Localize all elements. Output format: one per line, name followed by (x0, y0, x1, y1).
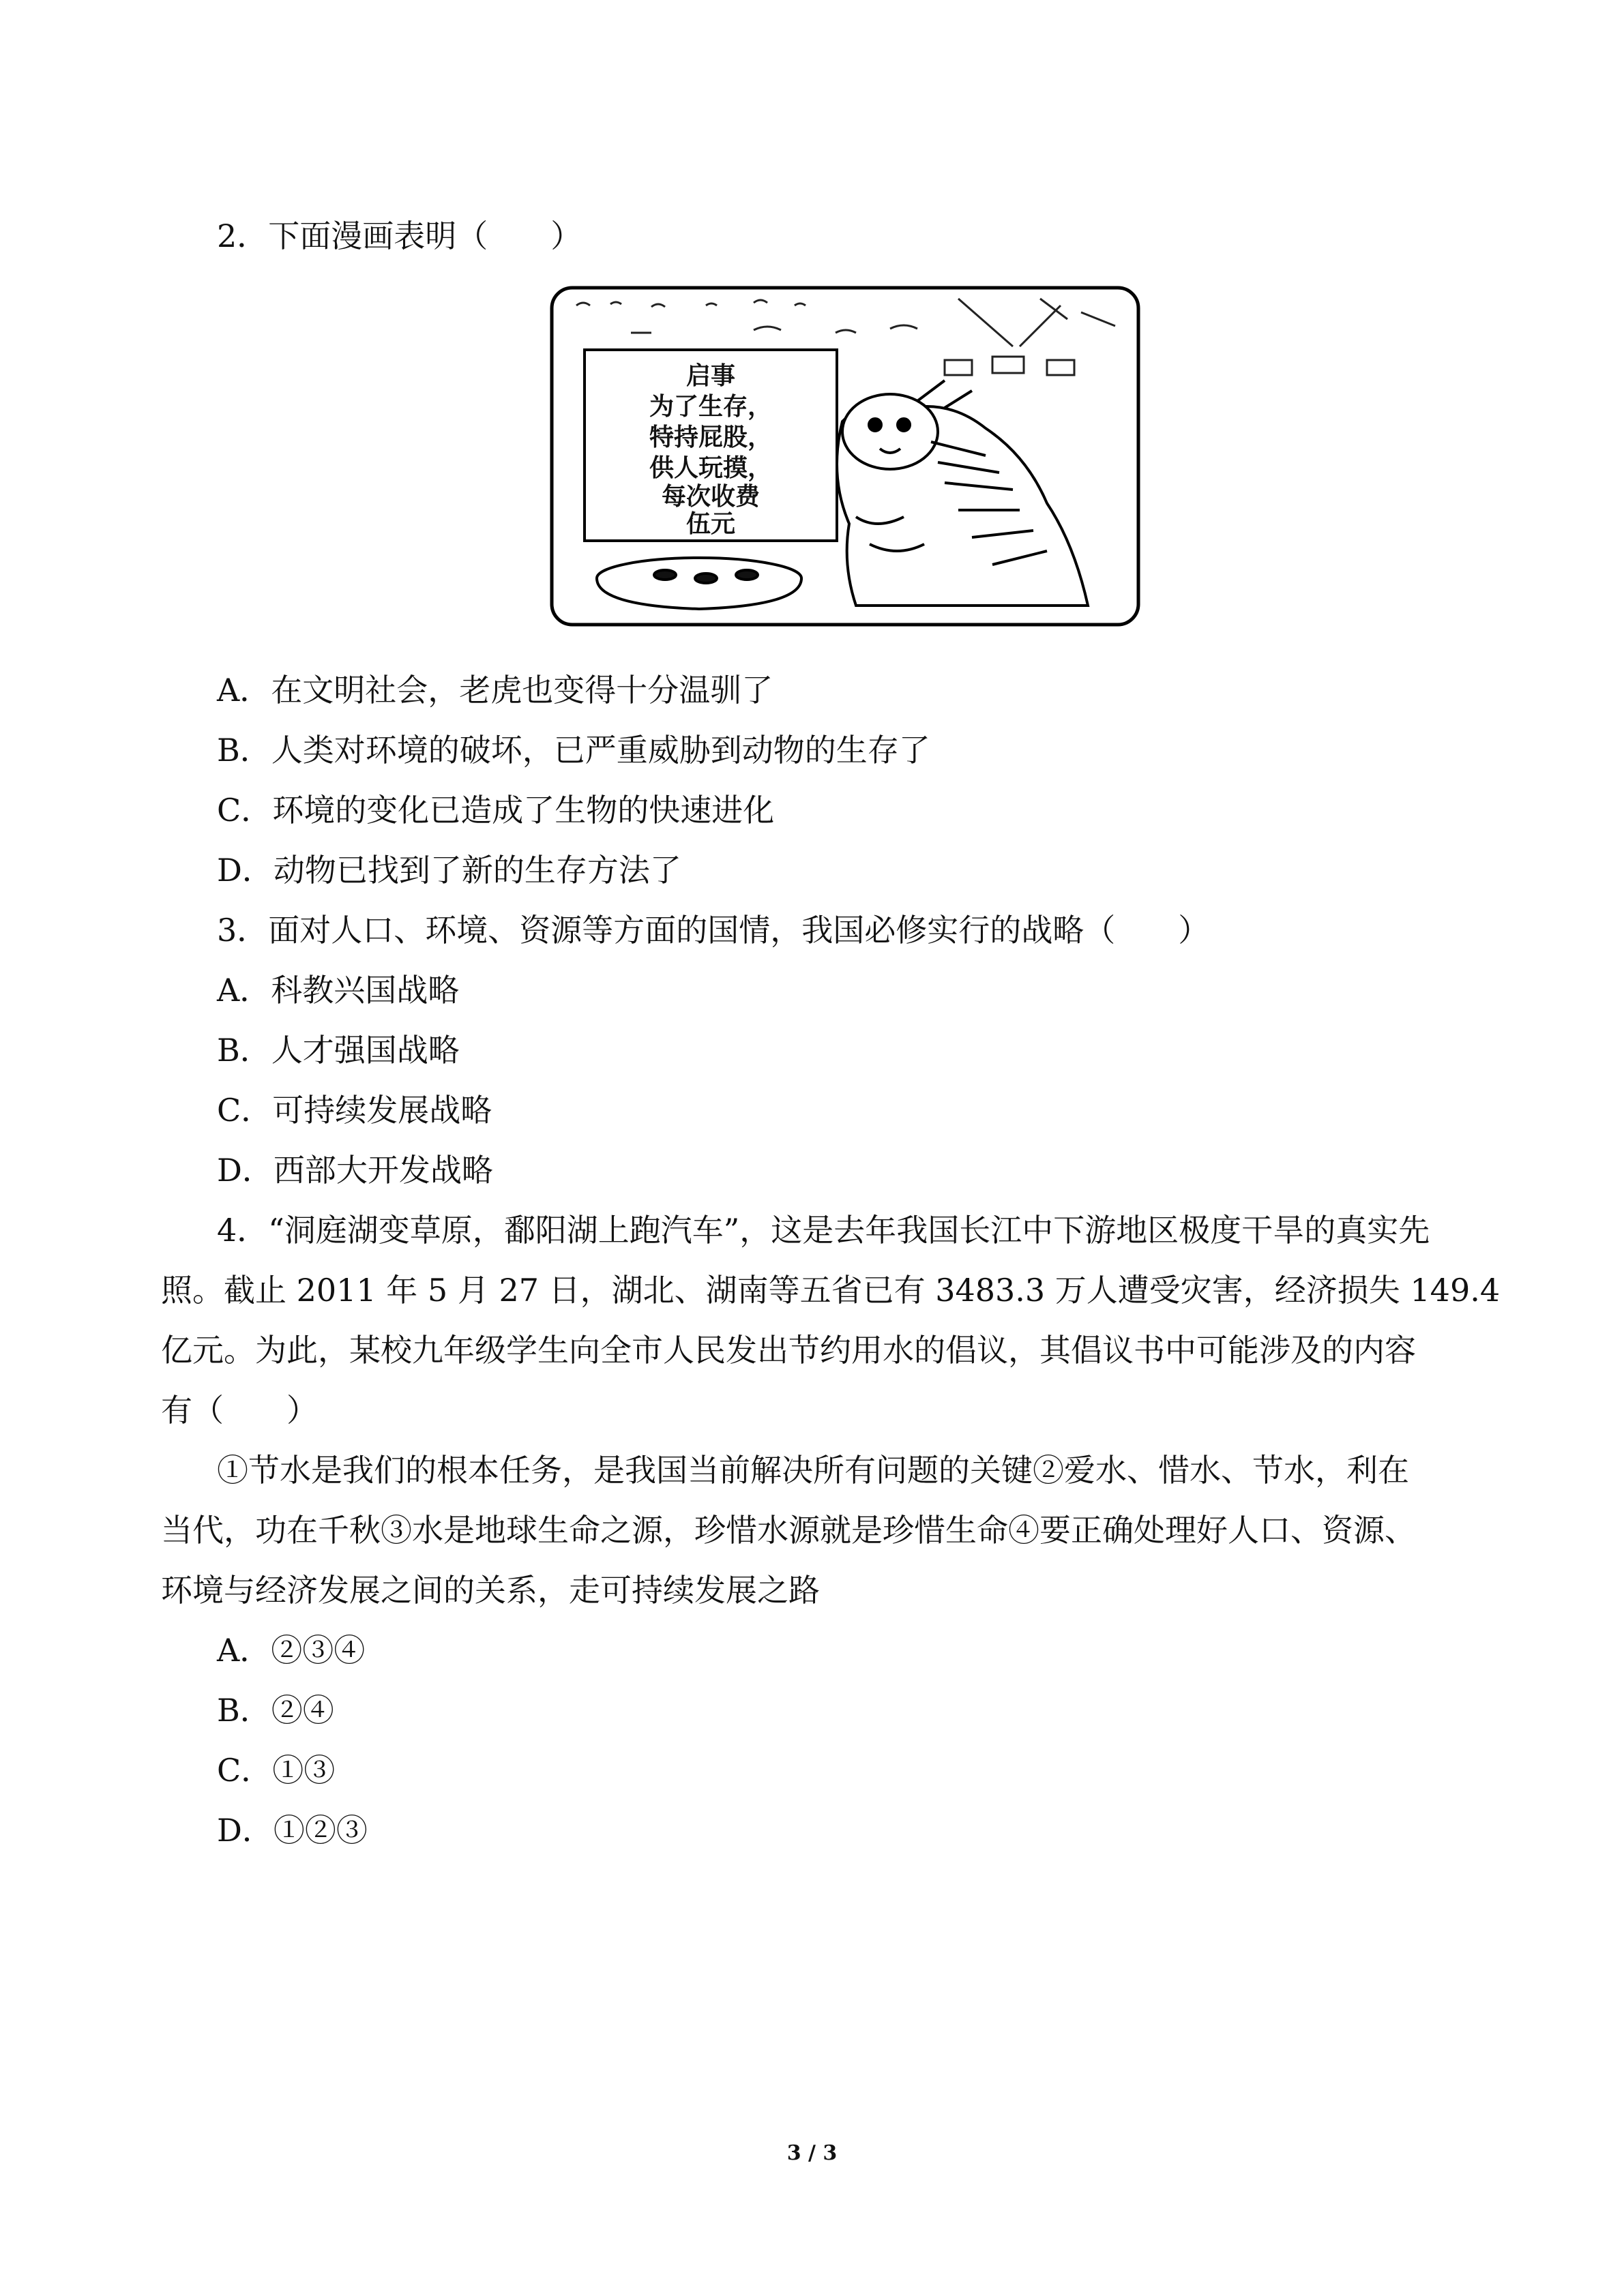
q4-statements-line-2: 当代，功在千秋③水是地球生命之源，珍惜水源就是珍惜生命④要正确处理好人口、资源、 (161, 1512, 1416, 1549)
question-2-stem: 2．下面漫画表明（ ） (217, 218, 582, 254)
notice-line-4: 供人玩摸， (649, 453, 773, 482)
notice-line-3: 特持屁股， (649, 423, 773, 451)
q3-option-c: C．可持续发展战略 (217, 1092, 492, 1129)
question-4-stem-line-3: 亿元。为此，某校九年级学生向全市人民发出节约用水的倡议，其倡议书中可能涉及的内容 (161, 1332, 1416, 1369)
q2-option-c: C．环境的变化已造成了生物的快速进化 (217, 792, 775, 829)
q4-option-a: A．②③④ (217, 1632, 366, 1669)
q2-option-b: B．人类对环境的破坏，已严重威胁到动物的生存了 (217, 732, 930, 769)
q4-statements-line-1: ①节水是我们的根本任务，是我国当前解决所有问题的关键②爱水、惜水、节水，利在 (217, 1452, 1409, 1489)
tiger-cartoon-illustration (549, 285, 1141, 627)
notice-line-1: 启事 (685, 361, 736, 390)
q4-option-d: D．①②③ (217, 1812, 368, 1849)
notice-line-2: 为了生存， (649, 392, 773, 421)
notice-line-6: 伍元 (685, 509, 736, 538)
question-4-stem-line-2: 照。截止 2011 年 5 月 27 日，湖北、湖南等五省已有 3483.3 万人遭受灾害，经济损失 149.4 (161, 1272, 1501, 1309)
money-tray (597, 558, 801, 609)
q4-statements-line-3: 环境与经济发展之间的关系，走可持续发展之路 (161, 1572, 820, 1609)
question-4-stem-line-1: 4．“洞庭湖变草原，鄱阳湖上跑汽车”，这是去年我国长江中下游地区极度干旱的真实先 (217, 1212, 1430, 1249)
question-3-stem: 3．面对人口、环境、资源等方面的国情，我国必修实行的战略（ ） (217, 912, 1210, 949)
q3-option-a: A．科教兴国战略 (217, 972, 460, 1009)
q2-option-a: A．在文明社会，老虎也变得十分温驯了 (217, 672, 773, 709)
notice-line-5: 每次收费 (661, 482, 761, 511)
q4-option-c: C．①③ (217, 1752, 336, 1789)
q4-option-b: B．②④ (217, 1692, 334, 1729)
page-number: 3 / 3 (786, 2141, 838, 2165)
q2-option-d: D．动物已找到了新的生存方法了 (217, 852, 681, 889)
question-4-stem-line-4: 有（ ） (161, 1392, 318, 1429)
q3-option-b: B．人才强国战略 (217, 1032, 460, 1069)
q3-option-d: D．西部大开发战略 (217, 1152, 493, 1189)
